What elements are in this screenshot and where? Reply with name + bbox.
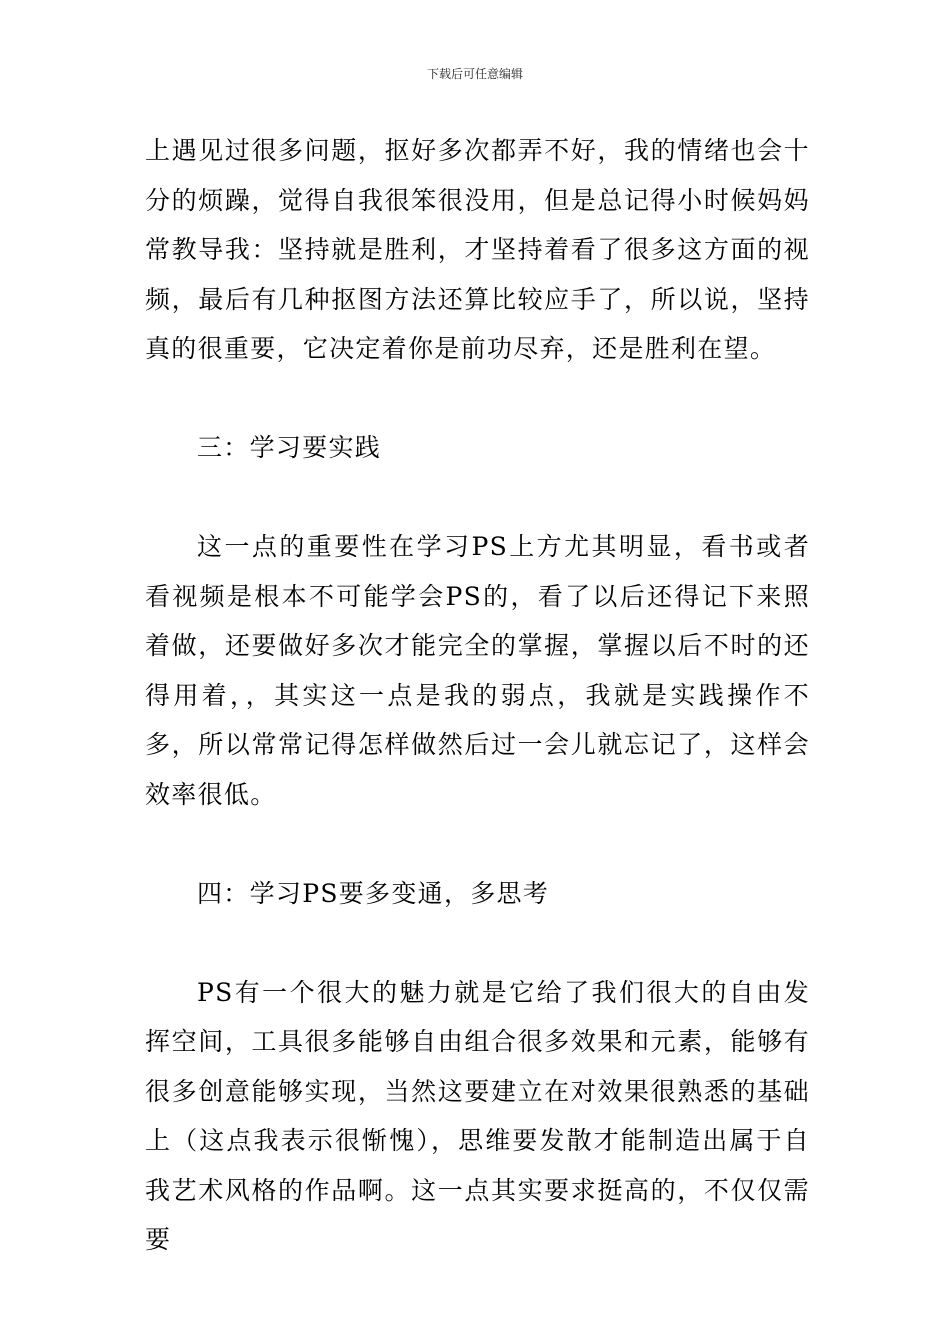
page-header: 下载后可任意编辑 (426, 67, 523, 81)
section-heading-flexibility: 四：学习PS要多变通，多思考 (197, 878, 550, 908)
paragraph-practice: 这一点的重要性在学习PS上方尤其明显，看书或者看视频是根本不可能学会PS的，看了以后还得记下来照着做，还要做好多次才能完全的掌握，掌握以后不时的还得用着，，其实这一点是我的弱点，我就是实践操作不多，所以常常记得怎样做然后过一会儿就忘记了，这样会效率很低。 (145, 532, 810, 809)
paragraph-flexibility: PS有一个很大的魅力就是它给了我们很大的自由发挥空间，工具很多能够自由组合很多效果和元素，能够有很多创意能够实现，当然这要建立在对效果很熟悉的基础上（这点我表示很惭愧），思维要发散才能制造出属于自我艺术风格的作品啊。这一点其实要求挺高的，不仅仅需要 (145, 977, 810, 1254)
paragraph-gap (145, 918, 810, 968)
document-body (145, 126, 810, 1265)
paragraph-gap (145, 819, 810, 869)
paragraph-gap (145, 473, 810, 523)
section-heading-practice: 三：学习要实践 (197, 433, 382, 462)
paragraph-persistence: 上遇见过很多问题，抠好多次都弄不好，我的情绪也会十分的烦躁，觉得自我很笨很没用，但是总记得小时候妈妈常教导我：坚持就是胜利，才坚持着看了很多这方面的视频，最后有几种抠图方法还算比较应手了，所以说，坚持真的很重要，它决定着你是前功尽弃，还是胜利在望。 (145, 136, 810, 363)
paragraph-gap (145, 374, 810, 424)
